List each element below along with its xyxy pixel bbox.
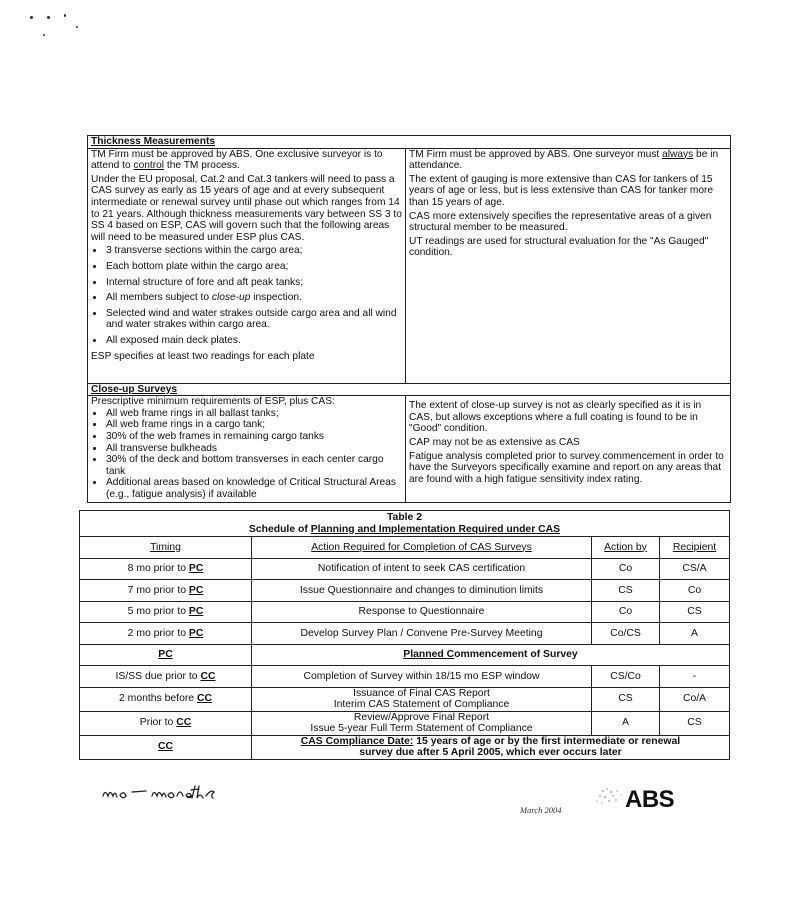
timing-cell: 7 mo prior to PC [80, 580, 252, 602]
table-label: Table 2 [386, 512, 423, 523]
list-item: • All exposed main deck plates. [105, 335, 402, 347]
action-cell: Issue Questionnaire and changes to diminution limits [252, 580, 592, 602]
action-cell: Completion of Survey within 18/15 mo ESP window [252, 666, 592, 688]
action-cell: Issuance of Final CAS Report Interim CAS Statement of Compliance [252, 687, 592, 711]
thickness-right-p1: TM Firm must be approved by ABS. One surveyor must always be in attendance. [409, 148, 719, 172]
list-item: • All transverse bulkheads [105, 443, 402, 455]
thickness-right-p4: UT readings are used for structural evaluation for the "As Gauged" condition. [409, 235, 709, 259]
action-cell: Notification of intent to seek CAS certification [252, 558, 592, 580]
cc-row [80, 735, 730, 759]
timing-cell: 2 months before CC [80, 687, 252, 711]
closeup-bullet-list [91, 408, 402, 501]
col-header-timing: Timing [80, 537, 252, 559]
abs-logo: ABS [625, 786, 675, 813]
action-by-cell: Co/CS [592, 623, 660, 645]
list-item: • Additional areas based on knowledge of Critical Structural Areas (e.g., fatigue analysis) if available [105, 477, 402, 500]
action-by-cell: Co [592, 558, 660, 580]
timing-cell: 2 mo prior to PC [80, 623, 252, 645]
list-item: • 30% of the web frames in remaining cargo tanks [105, 431, 402, 443]
list-item: • 30% of the deck and bottom transverses in each center cargo tank [105, 454, 402, 477]
timing-cell: 5 mo prior to PC [80, 601, 252, 623]
closeup-cas-cell [406, 396, 731, 502]
col-header-action-by: Action by [592, 537, 660, 559]
scan-speck [47, 16, 50, 19]
pc-code-cell: PC [80, 644, 252, 666]
pc-label-cell: Planned Commencement of Survey [252, 644, 730, 666]
closeup-left-intro: Prescriptive minimum requirements of ESP, plus CAS: [91, 396, 335, 408]
recipient-cell: CS [660, 601, 730, 623]
table-row [80, 580, 730, 602]
action-cell: Review/Approve Final Report Issue 5-year Full Term Statement of Compliance [252, 711, 592, 735]
recipient-cell: Co [660, 580, 730, 602]
thickness-right-p3: CAS more extensively specifies the representative areas of a given structural member to be measured. [409, 210, 712, 234]
thickness-section-title: Thickness Measurements [88, 136, 731, 149]
schedule-caption [80, 511, 730, 537]
pc-row [80, 644, 730, 666]
table-header-row [80, 537, 730, 559]
table-row [80, 601, 730, 623]
closeup-right-p3: Fatigue analysis completed prior to survey commencement in order to have the Surveyors specifically examine and report on any areas that are found with a high fatigue sensitivity index rating. [409, 450, 724, 485]
table-title: Schedule of Planning and Implementation Required under CAS [248, 523, 561, 535]
recipient-cell: CS/A [660, 558, 730, 580]
list-item: • All members subject to close-up inspection. [105, 292, 402, 304]
action-by-cell: CS/Co [592, 666, 660, 688]
scan-speck [30, 16, 33, 19]
timing-cell: IS/SS due prior to CC [80, 666, 252, 688]
table-row [80, 558, 730, 580]
thickness-left-last: ESP specifies at least two readings for each plate [91, 350, 315, 362]
recipient-cell: Co/A [660, 687, 730, 711]
thickness-left-p1: TM Firm must be approved by ABS. One exclusive surveyor is to attend to control the TM process. [91, 148, 383, 172]
closeup-right-p2: CAP may not be as extensive as CAS [409, 436, 580, 448]
action-by-cell: CS [592, 687, 660, 711]
table-row [80, 687, 730, 711]
timing-cell: Prior to CC [80, 711, 252, 735]
thickness-esp-cell [88, 148, 406, 383]
handwritten-note [100, 778, 220, 808]
table-row [80, 711, 730, 735]
scan-speck [64, 14, 66, 17]
thickness-cas-cell [406, 148, 731, 383]
cc-code-cell: CC [80, 735, 252, 759]
thickness-left-p2: Under the EU proposal, Cat.2 and Cat.3 tankers will need to pass a CAS survey as early as 15 years of age and at every subsequent intermediate or renewal survey until phase out which ranges from 14 to 21 years. Although thickness measurements vary between SS 3 to SS 4 based on ESP, CAS will govern such that the following areas will need to be measured under ESP plus CAS. [91, 173, 402, 243]
closeup-right-p1: The extent of close-up survey is not as clearly specified as it is in CAS, but allows exceptions where a full coating is found to be in "Good" condition. [409, 400, 702, 435]
recipient-cell: CS [660, 711, 730, 735]
cc-compliance-cell: CAS Compliance Date: 15 years of age or by the first intermediate or renewal survey due after 5 April 2005, which ever occurs later [252, 735, 730, 759]
scan-speck [76, 26, 78, 28]
list-item: • 3 transverse sections within the cargo area; [105, 245, 402, 257]
document-date: March 2004 [520, 805, 562, 815]
col-header-recipient: Recipient [660, 537, 730, 559]
action-by-cell: A [592, 711, 660, 735]
table-row [80, 623, 730, 645]
list-item: • All web frame rings in all ballast tanks; [105, 408, 402, 420]
list-item: • Selected wind and water strakes outside cargo area and all wind and water strakes within cargo area. [105, 308, 402, 331]
recipient-cell: - [660, 666, 730, 688]
closeup-section-title: Close-up Surveys [88, 383, 731, 396]
closeup-esp-cell [88, 396, 406, 502]
list-item: • Internal structure of fore and aft peak tanks; [105, 277, 402, 289]
schedule-table [79, 510, 730, 760]
scan-speck [43, 34, 45, 36]
comparison-table [87, 135, 731, 503]
list-item: • Each bottom plate within the cargo area; [105, 261, 402, 273]
col-header-action: Action Required for Completion of CAS Surveys [252, 537, 592, 559]
action-cell: Response to Questionnaire [252, 601, 592, 623]
thickness-right-p2: The extent of gauging is more extensive than CAS for tankers of 15 years of age or less, but is less extensive than CAS for tanker more than 15 years of age. [409, 173, 714, 208]
table-row [80, 666, 730, 688]
action-cell: Develop Survey Plan / Convene Pre-Survey Meeting [252, 623, 592, 645]
list-item: • All web frame rings in a cargo tank; [105, 419, 402, 431]
recipient-cell: A [660, 623, 730, 645]
action-by-cell: CS [592, 580, 660, 602]
action-by-cell: Co [592, 601, 660, 623]
timing-cell: 8 mo prior to PC [80, 558, 252, 580]
thickness-bullet-list [91, 245, 402, 346]
